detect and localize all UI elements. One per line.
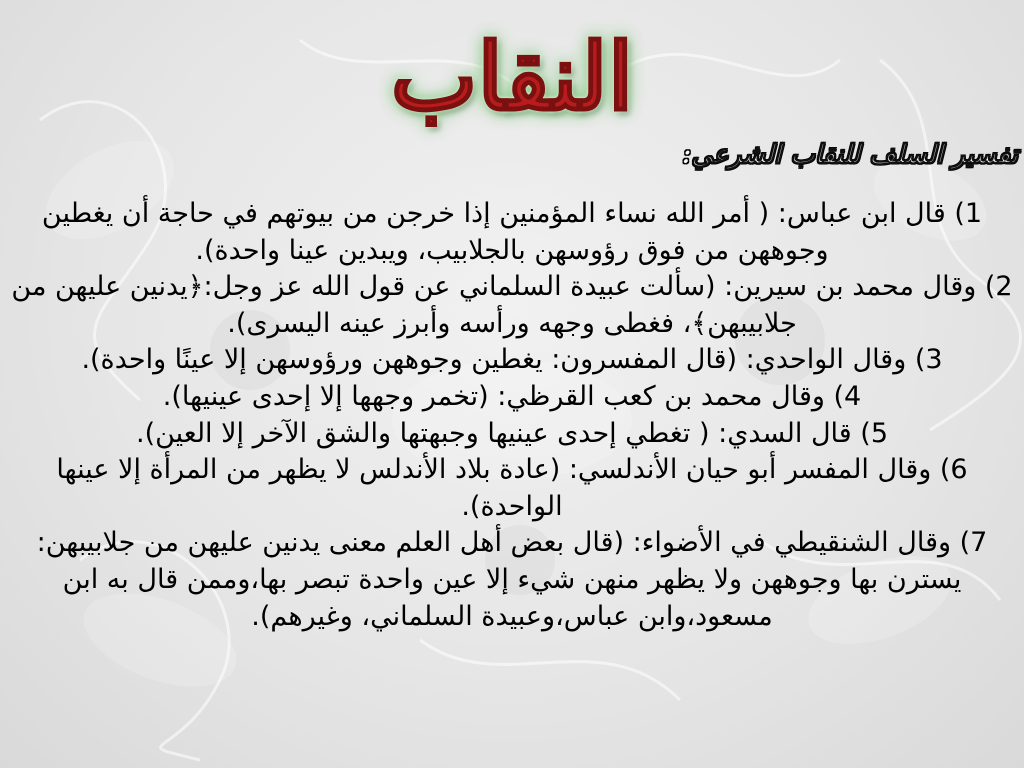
paragraph-7: 7) وقال الشنقيطي في الأضواء: (قال بعض أهل العلم معنى يدنين عليهن من جلابيبهن: يسترن بها وجوههن ولا يظهر منهن شيء إلا عين واحدة تبصر بها،وممن قال به ابن مسعود،وابن عباس،وعبيدة السلماني، وغيرهم). (36, 527, 988, 632)
paragraph-2: 2) وقال محمد بن سيرين: (سألت عبيدة السلماني عن قول الله عز وجل:﴿يدنين عليهن من جلابيبهن﴾، فغطى وجهه ورأسه وأبرز عينه اليسرى). (11, 271, 1013, 339)
slide-subtitle: تفسير السلف للنقاب الشرعي: (681, 140, 1018, 170)
paragraph-6: 6) وقال المفسر أبو حيان الأندلسي: (عادة بلاد الأندلس لا يظهر من المرأة إلا عينها الواحدة). (56, 454, 968, 522)
paragraph-5: 5) قال السدي: ( تغطي إحدى عينيها وجبهتها والشق الآخر إلا العين). (135, 417, 888, 449)
paragraph-4: 4) وقال محمد بن كعب القرظي: (تخمر وجهها إلا إحدى عينيها). (162, 380, 862, 412)
slide-body (8, 196, 1016, 635)
slide-title: النقاب (390, 23, 634, 131)
paragraph-3: 3) وقال الواحدي: (قال المفسرون: يغطين وجوههن ورؤوسهن إلا عينًا واحدة). (81, 344, 943, 376)
paragraph-1: 1) قال ابن عباس: ( أمر الله نساء المؤمنين إذا خرجن من بيوتهم في حاجة أن يغطين وجوههن من فوق رؤوسهن بالجلابيب، ويبدين عينا واحدة). (41, 198, 983, 266)
